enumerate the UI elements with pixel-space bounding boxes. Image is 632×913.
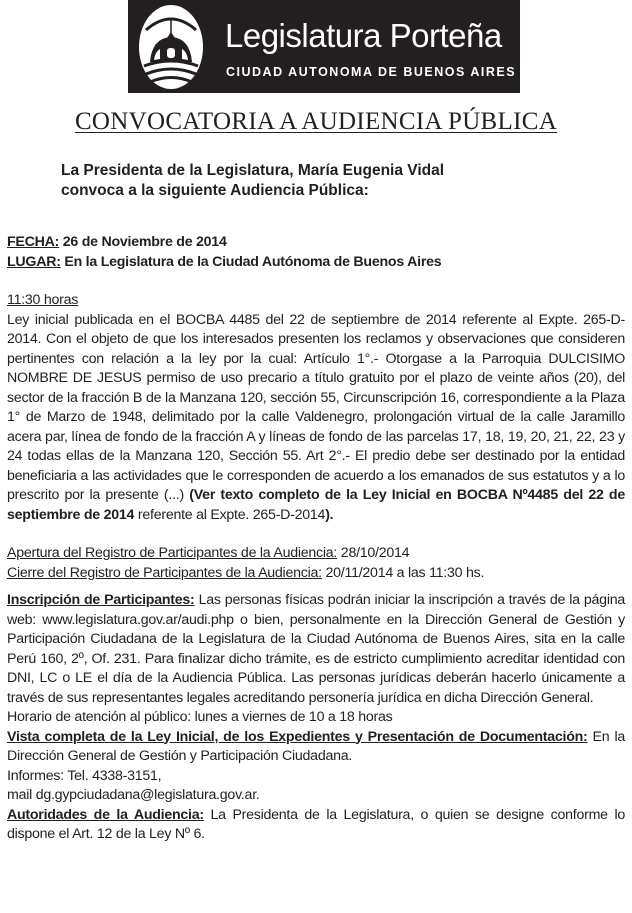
page-title: CONVOCATORIA A AUDIENCIA PÚBLICA — [74, 108, 558, 135]
apertura-label: Apertura del Registro de Participantes de la Audiencia: — [7, 545, 338, 561]
session-body — [7, 311, 625, 526]
apertura-value: 28/10/2014 — [337, 545, 410, 561]
autoridades-text: La Presidenta de la Legislatura, o quien se designe conforme lo dispone el Art. 12 de la Ley Nº 6. — [7, 806, 625, 842]
brand-title: Legislatura Porteña — [225, 17, 502, 54]
bocba-reference: Ver texto completo de la Ley Inicial en BOCBA Nº4485 del 22 de septiembre de 2014 — [7, 487, 625, 523]
horario-line: Horario de atención al público: lunes a viernes de 10 a 18 horas — [7, 709, 393, 725]
expte-reference: referente al Expte. 265-D-2014 — [134, 506, 326, 523]
header-banner — [128, 0, 520, 93]
intro-line-2: convoca a la siguiente Audiencia Pública: — [61, 182, 369, 199]
inscripcion-label: Inscripción de Participantes: — [7, 592, 195, 608]
cierre-value: 20/11/2014 a las 11:30 hs. — [321, 564, 485, 581]
autoridades-paragraph — [7, 806, 625, 845]
bocba-reference-open: ( — [189, 487, 194, 503]
inscripcion-paragraph — [7, 591, 625, 708]
vista-paragraph — [7, 728, 625, 767]
legislature-dome-logo-icon — [138, 4, 204, 90]
brand-subtitle: CIUDAD AUTONOMA DE BUENOS AIRES — [226, 65, 517, 79]
lugar-value: En la Legislatura de la Ciudad Autónoma de Buenos Aires — [60, 253, 442, 270]
lugar-line — [7, 253, 625, 273]
document-body — [7, 233, 625, 845]
vista-text: En la Dirección General de Gestión y Participación Ciudadana. — [7, 728, 625, 764]
vista-label: Vista completa de la Ley Inicial, de los Expedientes y Presentación de Documentación: — [7, 728, 588, 745]
inscripcion-text: Las personas físicas podrán iniciar la inscripción a través de la página web: www.legislatura.gov.ar/audi.php o bien, personalmente en la Dirección General de Gestión y Participación Ciudadana de la Legislatura de la Ciudad Autónoma de Buenos Aires, sita en la calle Perú 160, 2º, Of. 231. Para finalizar dicho trámite, es de estricto cumplimiento acreditar identidad con DNI, LC o LE el día de la Audiencia Pública. Las personas jurídicas deberán hacerlo únicamente a través de sus representantes legales acreditando personería jurídica en dicha Dirección General. — [7, 592, 626, 706]
cierre-line — [7, 564, 625, 584]
informes-line: Informes: Tel. 4338-3151, — [7, 767, 162, 784]
session-text: Ley inicial publicada en el BOCBA 4485 del 22 de septiembre de 2014 referente al Expte. 265-D-2014. Con el objeto de que los interesados presenten los reclamos y observaciones que consideren pertinentes con relación a la ley por la cual: Artículo 1°.- Otorgase a la Parroquia DULCISIMO NOMBRE DE JESUS permiso de uso precario a título gratuito por el plazo de veinte años (20), del sector de la fracción B de la Manzana 120, sección 55, Circunscripción 16, correspondiente a la Plaza 1° de Marzo de 1948, delimitado por la calle Valdenegro, prolongación virtual de la calle Jaramillo acera par, línea de fondo de la fracción A y líneas de fondo de las parcelas 17, 18, 19, 20, 21, 22, 23 y 24 todas ellas de la Manzana 120, Sección 55. Art 2°.- El predio debe ser destinado por la entidad beneficiaria a las actividades que le corresponden de acuerdo a los emanados de sus estatutos y a lo prescrito por la presente (...) — [7, 311, 625, 503]
intro-line-1: La Presidenta de la Legislatura, María Eugenia Vidal — [61, 162, 445, 179]
intro-text — [61, 161, 444, 201]
fecha-value: 26 de Noviembre de 2014 — [59, 234, 227, 250]
bocba-reference-close: ). — [325, 506, 334, 523]
autoridades-label: Autoridades de la Audiencia: — [7, 806, 204, 823]
apertura-line — [7, 544, 625, 564]
fecha-line — [7, 233, 625, 253]
lugar-label: LUGAR: — [7, 253, 61, 270]
fecha-label: FECHA: — [7, 234, 60, 250]
cierre-label: Cierre del Registro de Participantes de la Audiencia: — [7, 564, 322, 581]
session-time: 11:30 horas — [7, 292, 79, 308]
mail-line: mail dg.gypciudadana@legislatura.gov.ar. — [7, 787, 260, 803]
